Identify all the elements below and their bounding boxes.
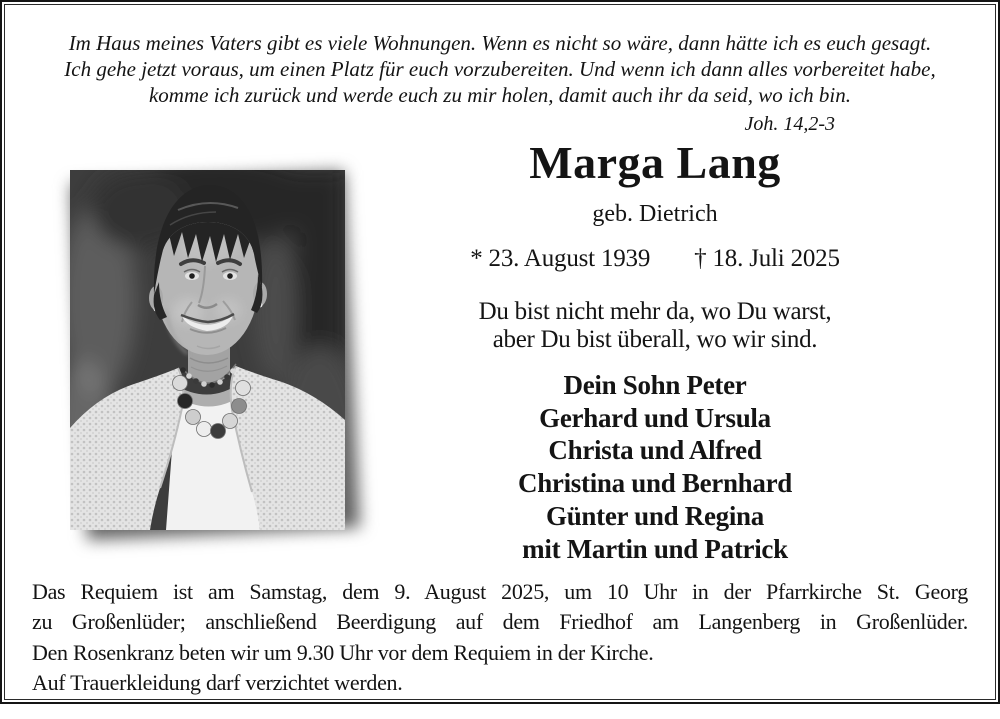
memorial-verse	[410, 298, 900, 354]
mourner-line: Dein Sohn Peter	[563, 370, 747, 400]
scripture-quote	[0, 30, 1000, 137]
quote-line-1: Im Haus meines Vaters gibt es viele Wohnungen. Wenn es nicht so wäre, dann hätte ich es euch gesagt.	[68, 31, 932, 55]
verse-line-1: Du bist nicht mehr da, wo Du warst,	[478, 298, 832, 325]
mourner-line: Christa und Alfred	[548, 435, 762, 466]
deceased-name: Marga Lang	[529, 137, 781, 188]
portrait-image	[70, 170, 345, 530]
quote-line-3: komme ich zurück und werde euch zu mir holen, damit auch ihr da seid, wo ich bin.	[148, 83, 852, 107]
portrait-photo	[70, 170, 345, 530]
quote-line-2: Ich gehe jetzt voraus, um einen Platz für euch vorzubereiten. Und wenn ich dann alles vorbereitet habe,	[64, 57, 936, 81]
funeral-info-line: Auf Trauerkleidung darf verzichtet werden.	[32, 669, 403, 695]
life-dates	[410, 245, 900, 273]
funeral-information	[32, 577, 968, 698]
death-date: † 18. Juli 2025	[694, 245, 840, 272]
birth-date: * 23. August 1939	[470, 245, 651, 272]
mourner-line: Christina und Bernhard	[518, 468, 792, 499]
funeral-info-line: zu Großenlüder; anschließend Beerdigung auf dem Friedhof am Langenberg in Großenlüder.	[32, 609, 968, 635]
maiden-name: geb. Dietrich	[592, 201, 718, 227]
quote-attribution: Joh. 14,2-3	[744, 113, 835, 135]
funeral-info-line: Den Rosenkranz beten wir um 9.30 Uhr vor dem Requiem in der Kirche.	[32, 639, 654, 665]
mourner-line: Günter und Regina	[546, 500, 764, 531]
verse-line-2: aber Du bist überall, wo wir sind.	[492, 326, 818, 353]
funeral-info-line: Das Requiem ist am Samstag, dem 9. August 2025, um 10 Uhr in der Pfarrkirche St. Georg	[32, 579, 968, 604]
mourners-list	[410, 369, 900, 565]
announcement-column	[410, 138, 900, 565]
mourner-line: mit Martin und Patrick	[522, 533, 788, 564]
mourner-line: Gerhard und Ursula	[539, 402, 771, 433]
